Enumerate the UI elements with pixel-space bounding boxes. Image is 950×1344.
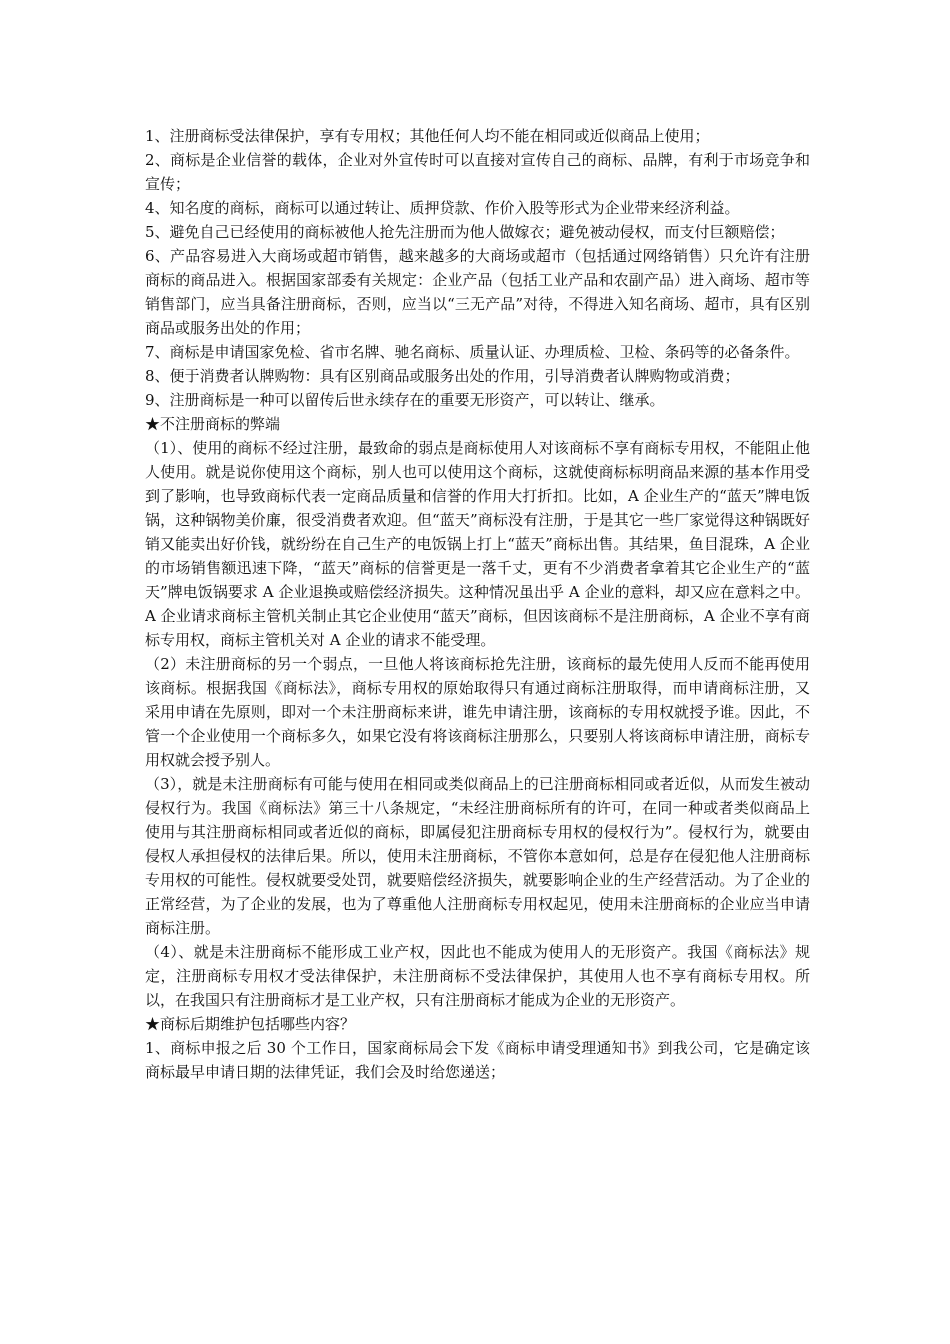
section-heading-maintenance: ★商标后期维护包括哪些内容？	[145, 1015, 356, 1033]
section-heading-drawbacks: ★不注册商标的弊端	[145, 415, 281, 433]
list-item-5: 5、避免自己已经使用的商标被他人抢先注册而为他人做嫁衣；避免被动侵权，而支付巨额赔偿；	[145, 223, 785, 241]
list-item-4: 4、知名度的商标，商标可以通过转让、质押贷款、作价入股等形式为企业带来经济利益。	[145, 199, 740, 217]
list-item-8: 8、便于消费者认牌购物：具有区别商品或服务出处的作用，引导消费者认牌购物或消费；	[145, 367, 740, 385]
list-item-6: 6、产品容易进入大商场或超市销售，越来越多的大商场或超市（包括通过网络销售）只允许有注册商标的商品进入。根据国家部委有关规定：企业产品（包括工业产品和农副产品）进入商场、超市等销售部门，应当具备注册商标，否则，应当以“三无产品”对待，不得进入知名商场、超市，具有区别商品或服务出处的作用；	[145, 247, 810, 337]
drawback-paragraph-1: （1）、使用的商标不经过注册，最致命的弱点是商标使用人对该商标不享有商标专用权，不能阻止他人使用。就是说你使用这个商标，别人也可以使用这个商标，这就使商标标明商品来源的基本作用受到了影响，也导致商标代表一定商品质量和信誉的作用大打折扣。比如，A 企业生产的“蓝天”牌电饭锅，这种锅物美价廉，很受消费者欢迎。但“蓝天”商标没有注册，于是其它一些厂家觉得这种锅既好销又能卖出好价钱，就纷纷在自己生产的电饭锅上打上“蓝天”商标出售。其结果，鱼目混珠，A 企业的市场销售额迅速下降，“蓝天”商标的信誉更是一落千丈，更有不少消费者拿着其它企业生产的“蓝天”牌电饭锅要求 A 企业退换或赔偿经济损失。这种情况虽出乎 A 企业的意料，却又应在意料之中。A 企业请求商标主管机关制止其它企业使用“蓝天”商标，但因该商标不是注册商标，A 企业不享有商标专用权，商标主管机关对 A 企业的请求不能受理。	[145, 439, 810, 649]
drawback-paragraph-3: （3），就是未注册商标有可能与使用在相同或类似商品上的已注册商标相同或者近似，从而发生被动侵权行为。我国《商标法》第三十八条规定，“未经注册商标所有的许可，在同一种或者类似商品上使用与其注册商标相同或者近似的商标，即属侵犯注册商标专用权的侵权行为”。侵权行为，就要由侵权人承担侵权的法律后果。所以，使用未注册商标，不管你本意如何，总是存在侵犯他人注册商标专用权的可能性。侵权就要受处罚，就要赔偿经济损失，就要影响企业的生产经营活动。为了企业的正常经营，为了企业的发展，也为了尊重他人注册商标专用权起见，使用未注册商标的企业应当申请商标注册。	[145, 775, 810, 937]
list-item-9: 9、注册商标是一种可以留传后世永续存在的重要无形资产，可以转让、继承。	[145, 391, 665, 409]
maintenance-item-1: 1、商标申报之后 30 个工作日，国家商标局会下发《商标申请受理通知书》到我公司，它是确定该商标最早申请日期的法律凭证，我们会及时给您递送；	[145, 1039, 810, 1081]
list-item-7: 7、商标是申请国家免检、省市名牌、驰名商标、质量认证、办理质检、卫检、条码等的必备条件。	[145, 343, 800, 361]
drawback-paragraph-2: （2）未注册商标的另一个弱点，一旦他人将该商标抢先注册，该商标的最先使用人反而不能再使用该商标。根据我国《商标法》，商标专用权的原始取得只有通过商标注册取得，而申请商标注册，又采用申请在先原则，即对一个未注册商标来讲，谁先申请注册，该商标的专用权就授予谁。因此，不管一个企业使用一个商标多久，如果它没有将该商标注册那么，只要别人将该商标申请注册，商标专用权就会授予别人。	[145, 655, 810, 769]
list-item-2: 2、商标是企业信誉的载体，企业对外宣传时可以直接对宣传自己的商标、品牌，有利于市场竞争和宣传；	[145, 151, 810, 193]
drawback-paragraph-4: （4）、就是未注册商标不能形成工业产权，因此也不能成为使用人的无形资产。我国《商标法》规定，注册商标专用权才受法律保护，未注册商标不受法律保护，其使用人也不享有商标专用权。所以，在我国只有注册商标才是工业产权，只有注册商标才能成为企业的无形资产。	[145, 943, 810, 1009]
list-item-1: 1、注册商标受法律保护，享有专用权；其他任何人均不能在相同或近似商品上使用；	[145, 127, 710, 145]
